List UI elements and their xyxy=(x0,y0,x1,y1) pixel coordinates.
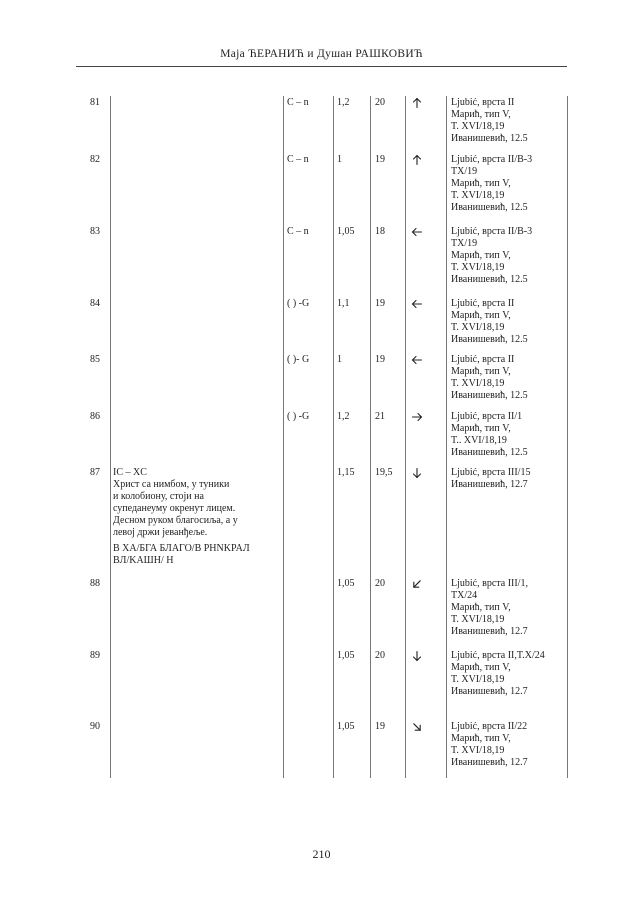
diameter-value: 19 xyxy=(375,721,385,732)
description-line: супеданеуму окренут лицем. xyxy=(113,503,236,514)
diameter-value: 20 xyxy=(375,650,385,661)
reference-line: Марић, тип V, xyxy=(451,602,511,613)
catalog-number: 82 xyxy=(90,154,100,165)
catalog-number: 89 xyxy=(90,650,100,661)
reference-line: Иванишевић, 12.5 xyxy=(451,274,528,285)
reference-line: T. XVI/18,19 xyxy=(451,262,505,273)
reference-line: Иванишевић, 12.7 xyxy=(451,479,528,490)
weight-value: 1,1 xyxy=(337,298,350,309)
reference-line: Марић, тип V, xyxy=(451,310,511,321)
reference-line: T. XVI/18,19 xyxy=(451,378,505,389)
weight-value: 1,05 xyxy=(337,226,355,237)
bibliographic-references xyxy=(451,650,569,698)
reference-line: Иванишевић, 12.5 xyxy=(451,334,528,345)
reference-line: T. XVI/18,19 xyxy=(451,322,505,333)
diameter-value: 19 xyxy=(375,354,385,365)
reference-line: Ljubić, врста II,T.X/24 xyxy=(451,650,545,661)
description-line: Десном руком благосиља, а у xyxy=(113,515,238,526)
diameter-value: 18 xyxy=(375,226,385,237)
diameter-value: 20 xyxy=(375,578,385,589)
diameter-value: 19,5 xyxy=(375,467,393,478)
diameter-value: 21 xyxy=(375,411,385,422)
page-number: 210 xyxy=(312,847,331,861)
reference-line: Марић, тип V, xyxy=(451,178,511,189)
reference-line: Ljubić, врста III/15 xyxy=(451,467,531,478)
weight-value: 1 xyxy=(337,354,342,365)
description-line: Христ са нимбом, у туники xyxy=(113,479,230,490)
coin-inscription xyxy=(113,543,281,567)
arrow-left-icon xyxy=(411,226,425,238)
reference-line: T. XVI/18,19 xyxy=(451,674,505,685)
reference-line: Марић, тип V, xyxy=(451,250,511,261)
column-divider xyxy=(110,96,111,778)
weight-value: 1,15 xyxy=(337,467,355,478)
arrow-left-icon xyxy=(411,298,425,310)
weight-value: 1,2 xyxy=(337,411,350,422)
reference-line: Марић, тип V, xyxy=(451,366,511,377)
reverse-legend: C – n xyxy=(287,154,309,165)
weight-value: 1 xyxy=(337,154,342,165)
reference-line: Марић, тип V, xyxy=(451,109,511,120)
reference-line: Иванишевић, 12.5 xyxy=(451,390,528,401)
weight-value: 1,2 xyxy=(337,97,350,108)
bibliographic-references xyxy=(451,467,569,491)
weight-value: 1,05 xyxy=(337,721,355,732)
weight-value: 1,05 xyxy=(337,578,355,589)
arrow-down-right-icon xyxy=(411,721,425,733)
reference-line: T.. XVI/18,19 xyxy=(451,435,507,446)
reference-line: Иванишевић, 12.7 xyxy=(451,686,528,697)
catalog-number: 85 xyxy=(90,354,100,365)
bibliographic-references xyxy=(451,721,569,769)
column-divider xyxy=(405,96,406,778)
catalog-number: 88 xyxy=(90,578,100,589)
reverse-legend: C – n xyxy=(287,97,309,108)
catalog-number: 83 xyxy=(90,226,100,237)
catalog-number: 84 xyxy=(90,298,100,309)
catalog-number: 86 xyxy=(90,411,100,422)
bibliographic-references xyxy=(451,298,569,346)
inscription-line: B XA/БГА БЛАГО/B PHNKPAЛ xyxy=(113,543,250,554)
catalog-number: 87 xyxy=(90,467,100,478)
catalog-number: 90 xyxy=(90,721,100,732)
reference-line: T. XVI/18,19 xyxy=(451,121,505,132)
running-header: Маја ЋЕРАНИЋ и Душан РАШКОВИЋ xyxy=(220,48,423,60)
arrow-up-icon xyxy=(411,154,425,166)
diameter-value: 19 xyxy=(375,298,385,309)
reference-line: Ljubić, врста II xyxy=(451,354,515,365)
bibliographic-references xyxy=(451,226,569,286)
description-line: и колобиону, стоји на xyxy=(113,491,204,502)
bibliographic-references xyxy=(451,354,569,402)
arrow-up-icon xyxy=(411,97,425,109)
reference-line: Марић, тип V, xyxy=(451,423,511,434)
bibliographic-references xyxy=(451,411,569,459)
arrow-left-icon xyxy=(411,354,425,366)
column-divider xyxy=(333,96,334,778)
reference-line: T. XVI/18,19 xyxy=(451,614,505,625)
description-line: левој држи јеванђеље. xyxy=(113,527,208,538)
reference-line: TX/24 xyxy=(451,590,478,601)
reference-line: Ljubić, врста II/B-3 xyxy=(451,226,533,237)
reference-line: T. XVI/18,19 xyxy=(451,190,505,201)
reference-line: Ljubić, врста III/1, xyxy=(451,578,528,589)
reference-line: Иванишевић, 12.7 xyxy=(451,626,528,637)
diameter-value: 20 xyxy=(375,97,385,108)
column-divider xyxy=(370,96,371,778)
arrow-down-icon xyxy=(411,467,425,479)
reference-line: Ljubić, врста II xyxy=(451,97,515,108)
column-divider xyxy=(283,96,284,778)
reverse-legend: ( ) -G xyxy=(287,411,310,422)
reverse-legend: ( ) -G xyxy=(287,298,310,309)
reference-line: TX/19 xyxy=(451,166,478,177)
diameter-value: 19 xyxy=(375,154,385,165)
reverse-legend: C – n xyxy=(287,226,309,237)
column-divider xyxy=(446,96,447,778)
reference-line: Иванишевић, 12.5 xyxy=(451,447,528,458)
arrow-down-left-icon xyxy=(411,578,425,590)
reference-line: Марић, тип V, xyxy=(451,733,511,744)
inscription-line: BЛ/KAШН/ H xyxy=(113,555,174,566)
catalog-number: 81 xyxy=(90,97,100,108)
reference-line: Ljubić, врста II xyxy=(451,298,515,309)
arrow-right-icon xyxy=(411,411,425,423)
reference-line: Иванишевић, 12.5 xyxy=(451,202,528,213)
bibliographic-references xyxy=(451,154,569,214)
header-rule xyxy=(76,66,567,67)
reference-line: Ljubić, врста II/B-3 xyxy=(451,154,533,165)
reverse-legend: ( )- G xyxy=(287,354,310,365)
reference-line: Марић, тип V, xyxy=(451,662,511,673)
reference-line: Ljubić, врста II/22 xyxy=(451,721,528,732)
reference-line: T. XVI/18,19 xyxy=(451,745,505,756)
arrow-down-icon xyxy=(411,650,425,662)
reference-line: Ljubić, врста II/1 xyxy=(451,411,523,422)
description-line: IC – XC xyxy=(113,467,147,478)
bibliographic-references xyxy=(451,97,569,145)
reference-line: Иванишевић, 12.7 xyxy=(451,757,528,768)
reference-line: Иванишевић, 12.5 xyxy=(451,133,528,144)
coin-description xyxy=(113,467,281,567)
bibliographic-references xyxy=(451,578,569,638)
weight-value: 1,05 xyxy=(337,650,355,661)
reference-line: TX/19 xyxy=(451,238,478,249)
